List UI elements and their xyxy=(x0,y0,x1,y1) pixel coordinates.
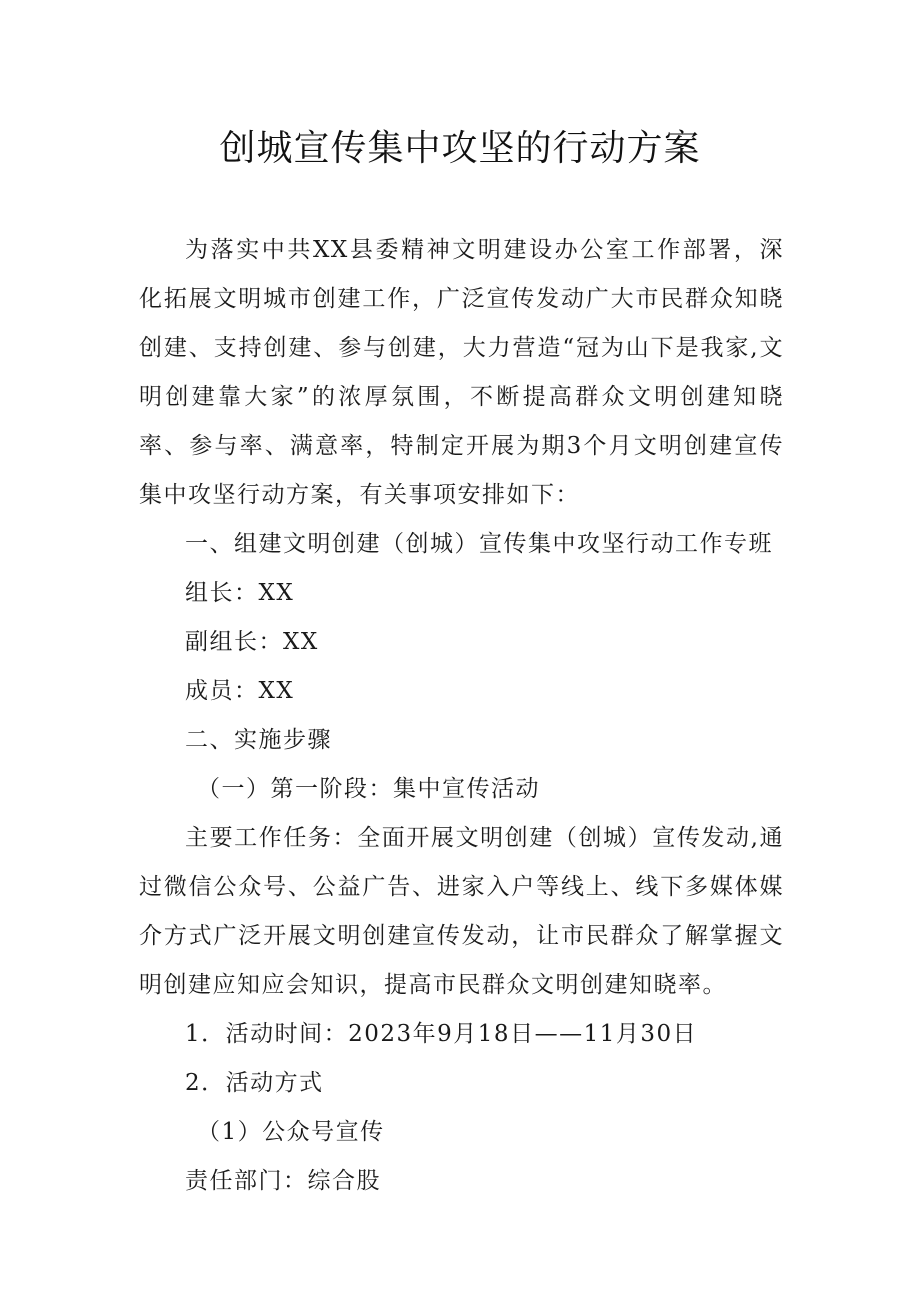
members-line: 成员：XX xyxy=(185,678,295,704)
activity-method-line: 2．活动方式 xyxy=(185,1070,324,1096)
activity-time-line: 1．活动时间：2023年9月18日——11月30日 xyxy=(185,1021,698,1047)
phase-1-tasks-paragraph: 主要工作任务：全面开展文明创建（创城）宣传发动,通过微信公众号、公益广告、进家入户等线上、线下多媒体媒介方式广泛开展文明创建宣传发动，让市民群众了解掌握文明创建应知应会知识，提高市民群众文明创建知晓率。 xyxy=(139,825,784,998)
responsible-dept-line: 责任部门：综合股 xyxy=(185,1168,381,1194)
document-body xyxy=(139,226,784,1206)
section-2-heading: 二、实施步骤 xyxy=(185,727,332,753)
document-title: 创城宣传集中攻坚的行动方案 xyxy=(219,128,701,169)
section-1-heading: 一、组建文明创建（创城）宣传集中攻坚行动工作专班 xyxy=(185,531,773,557)
leader-line: 组长：XX xyxy=(185,580,295,606)
phase-1-heading: （一）第一阶段：集中宣传活动 xyxy=(197,776,540,802)
deputy-leader-line: 副组长：XX xyxy=(185,629,319,655)
intro-paragraph: 为落实中共XX县委精神文明建设办公室工作部署，深化拓展文明城市创建工作，广泛宣传发动广大市民群众知晓创建、支持创建、参与创建，大力营造“冠为山下是我家,文明创建靠大家”的浓厚氛围，不断提高群众文明创建知晓率、参与率、满意率，特制定开展为期3个月文明创建宣传集中攻坚行动方案，有关事项安排如下： xyxy=(139,237,784,508)
method-1-line: （1）公众号宣传 xyxy=(197,1119,385,1145)
